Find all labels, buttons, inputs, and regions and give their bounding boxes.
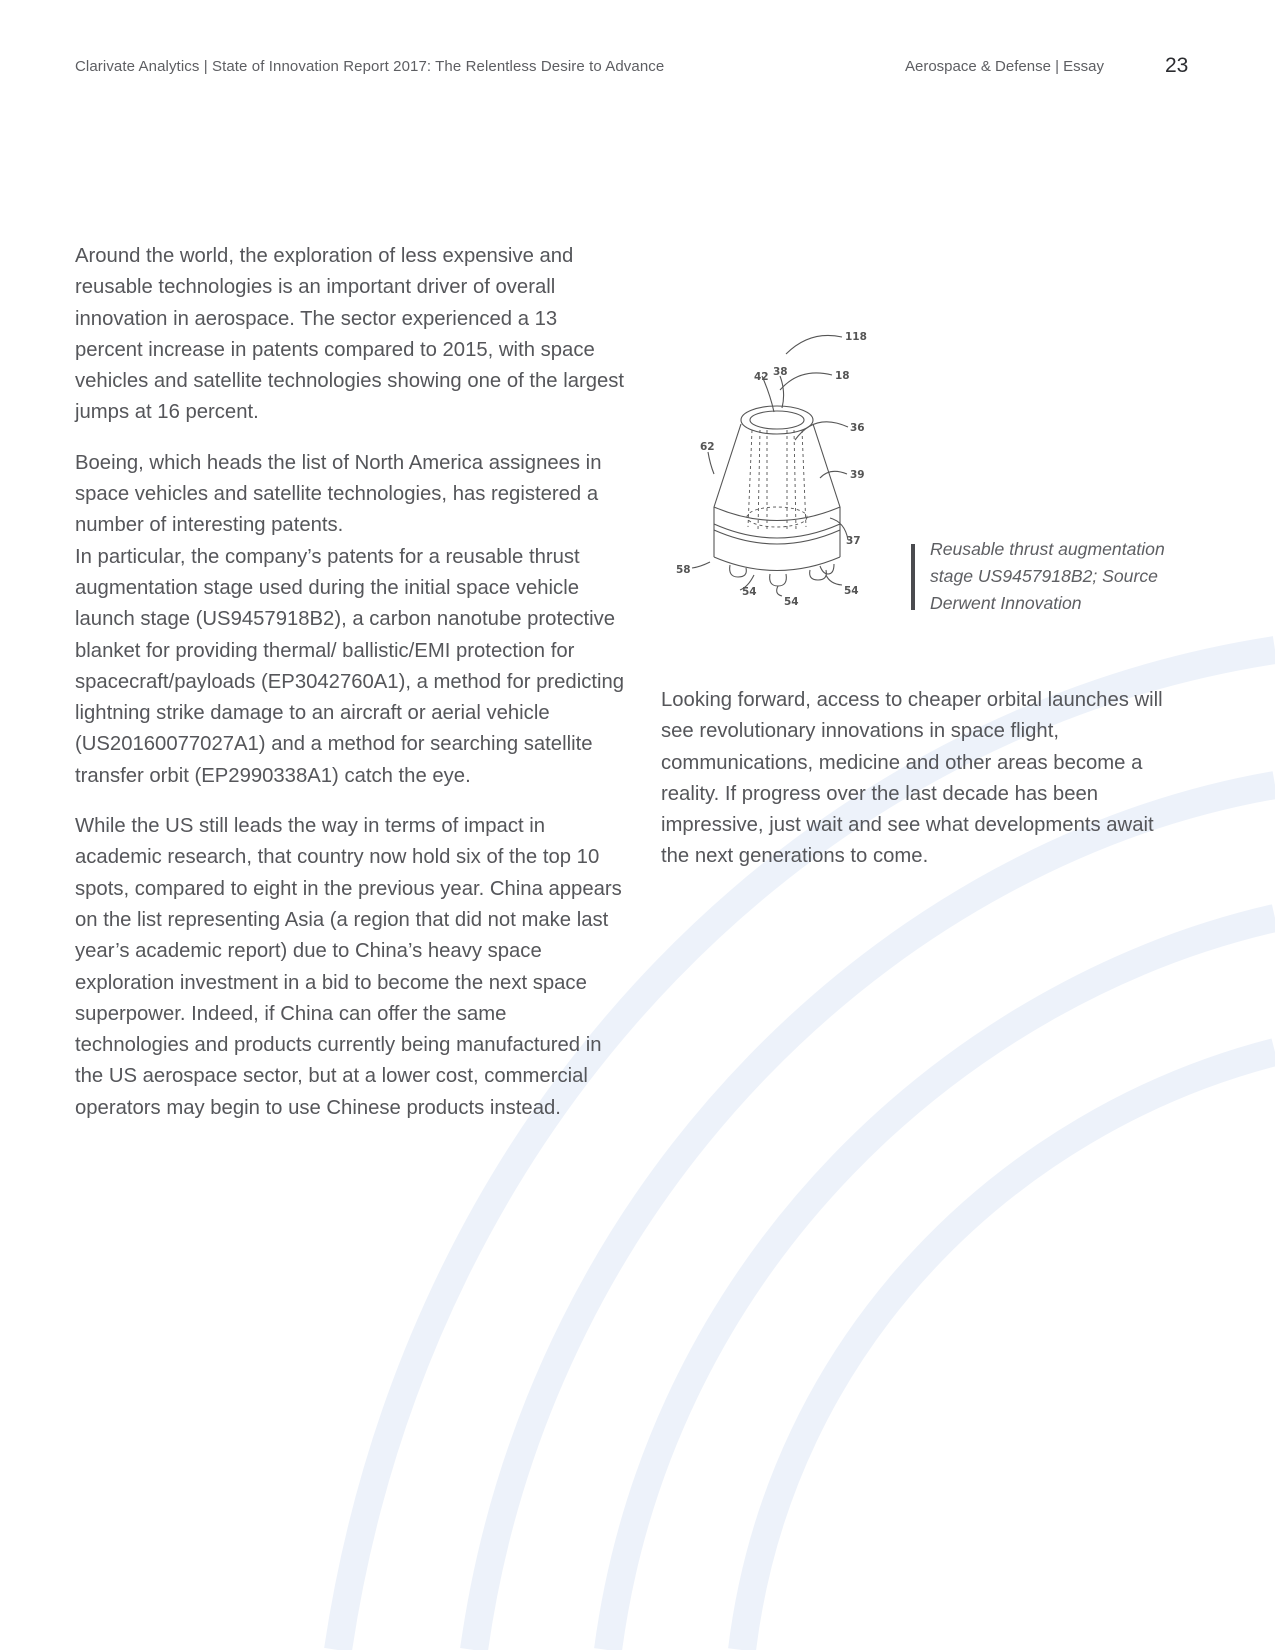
figure-label-36: 36 [850, 422, 865, 434]
figure-label-58: 58 [676, 564, 691, 576]
running-header-title: Clarivate Analytics | State of Innovation Report 2017: The Relentless Desire to Advance [75, 58, 665, 75]
right-text-column [661, 685, 1181, 892]
left-text-column [75, 241, 625, 1143]
figure-label-42: 42 [754, 371, 769, 383]
paragraph: Boeing, which heads the list of North America assignees in space vehicles and satellite technologies, has registered a number of interesting patents. [75, 451, 602, 537]
patent-drawing-thrust-stage [670, 312, 920, 622]
figure-label-18: 18 [835, 370, 850, 382]
paragraph: While the US still leads the way in terms of impact in academic research, that country now hold six of the top 10 spots, compared to eight in the previous year. China appears on the list representing Asia (a region that did not make last year’s academic report) due to China’s heavy space exploration investment in a bid to become the next space superpower. Indeed, if China can offer the same technologies and products currently being manufactured in the US aerospace sector, but at a lower cost, commercial operators may begin to use Chinese products instead. [75, 815, 622, 1119]
caption-accent-bar [911, 544, 915, 610]
running-header-section: Aerospace & Defense | Essay [905, 58, 1104, 75]
figure-label-39: 39 [850, 469, 865, 481]
figure-label-37: 37 [846, 535, 861, 547]
figure-label-54: 54 [742, 586, 757, 598]
paragraph: In particular, the company’s patents for a reusable thrust augmentation stage used during the initial space vehicle launch stage (US9457918B2), a carbon nanotube protective blanket for providing thermal/ ballistic/EMI protection for spacecraft/payloads (EP3042760A1), a method for predicting lightning strike damage to an aircraft or aerial vehicle (US20160077027A1) and a method for searching satellite transfer orbit (EP2990338A1) catch the eye. [75, 545, 625, 787]
figure-label-118: 118 [845, 331, 867, 343]
figure-label-62: 62 [700, 441, 715, 453]
paragraph: Around the world, the exploration of less expensive and reusable technologies is an important driver of overall innovation in aerospace. The sector experienced a 13 percent increase in patents compared to 2015, with space vehicles and satellite technologies showing one of the largest jumps at 16 percent. [75, 245, 625, 424]
figure-label-38: 38 [773, 366, 788, 378]
paragraph: Looking forward, access to cheaper orbital launches will see revolutionary innovations in space flight, communications, medicine and other areas become a reality. If progress over the last decade has been impressive, just wait and see what developments await the next generations to come. [661, 689, 1163, 868]
page-number: 23 [1165, 54, 1189, 77]
figure-caption: Reusable thrust augmentation stage US9457918B2; Source Derwent Innovation [930, 539, 1165, 613]
figure-label-54: 54 [784, 596, 799, 608]
figure-label-54: 54 [844, 585, 859, 597]
